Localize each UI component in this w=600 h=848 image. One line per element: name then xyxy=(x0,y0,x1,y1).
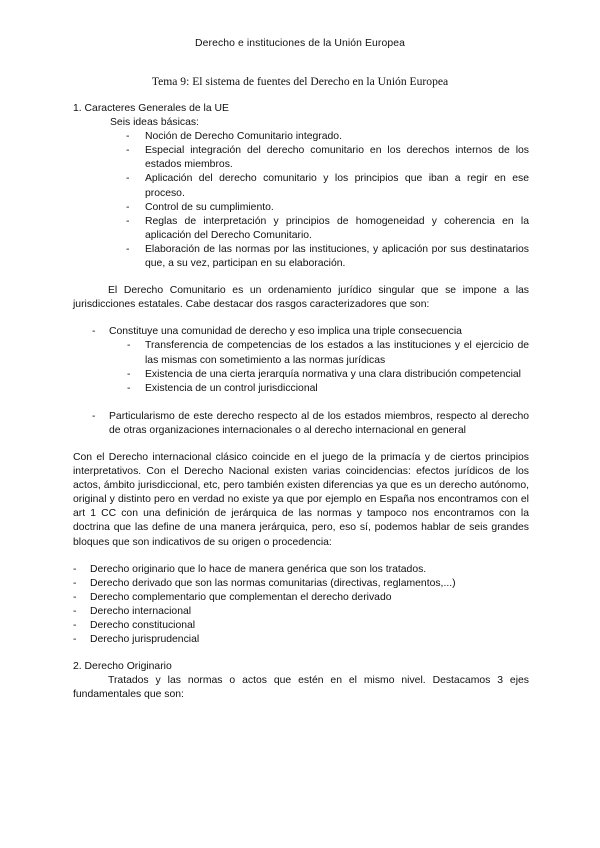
list-item: - Derecho jurisprudencial xyxy=(73,634,200,646)
list-item: - Control de su cumplimiento. xyxy=(126,201,274,213)
list-item: - Constituye una comunidad de derecho y eso implica una triple consecuencia - Transferencia de competencias de los estados a las instituciones y el ejercicio de las mismas con sometimiento a las normas jurídicas - Existencia de una cierta jerarquía normativa y una clara distribución competencial - Existencia de un control jurisdiccional xyxy=(109,325,529,395)
list-item: - Especial integración del derecho comunitario en los derechos internos de los estados miembros. xyxy=(126,145,529,171)
paragraph: El Derecho Comunitario es un ordenamiento jurídico singular que se impone a las jurisdicciones estatales. Cabe destacar dos rasgos caracterizadores que son: xyxy=(73,285,529,311)
list-item: - Derecho originario que lo hace de manera genérica que son los tratados. xyxy=(73,563,427,575)
list-item: - Existencia de un control jurisdiccional xyxy=(127,382,318,394)
section-2-heading: 2. Derecho Originario xyxy=(73,661,172,673)
ideas-list xyxy=(126,130,529,271)
list-item: - Elaboración de las normas por las instituciones, y aplicación por sus destinatarios que, a su vez, participan en su elaboración. xyxy=(126,243,529,270)
rasgos-list xyxy=(92,325,529,438)
section-1-heading: 1. Caracteres Generales de la UE xyxy=(73,103,229,114)
list-item: - Derecho complementario que complementan el derecho derivado xyxy=(73,591,392,603)
list-item: - Particularismo de este derecho respecto al de los estados miembros, respecto al derecho de otras organizaciones internacionales o al derecho internacional en general xyxy=(92,410,529,436)
list-item: - Derecho derivado que son las normas comunitarias (directivas, reglamentos,...) xyxy=(73,577,456,589)
list-item: - Existencia de una cierta jerarquía normativa y una clara distribución competencial xyxy=(127,368,521,380)
paragraph: Tratados y las normas o actos que estén en el mismo nivel. Destacamos 3 ejes fundamentales que son: xyxy=(73,675,529,701)
document-title: Tema 9: El sistema de fuentes del Derecho en la Unión Europea xyxy=(151,75,449,88)
running-header: Derecho e instituciones de la Unión Europea xyxy=(195,38,405,49)
list-item: - Transferencia de competencias de los estados a las instituciones y el ejercicio de las mismas con sometimiento a las normas jurídicas xyxy=(127,340,529,366)
bloques-list xyxy=(73,563,529,648)
list-item: - Derecho internacional xyxy=(73,605,192,617)
list-item: - Aplicación del derecho comunitario y los principios que iban a regir en ese proceso. xyxy=(126,173,529,199)
paragraph: Con el Derecho internacional clásico coincide en el juego de la primacía y de ciertos principios interpretativos. Con el Derecho Nacional existen varias coincidencias: efectos jurídicos de los actos, ámbito jurisdiccional, etc, pero también existen diferencias ya que es un derecho autónomo, original y distinto pero en verdad no existe ya que por ejemplo en España nos encontramos con el art 1 CC con una definición de jerárquica de las normas y tampoco nos encontramos con la doctrina que las define de una manera jerárquica, pero, eso sí, podemos hablar de seis grandes bloques que son indicativos de su origen o procedencia: xyxy=(73,451,529,548)
document-body xyxy=(73,102,529,702)
list-item: - Derecho constitucional xyxy=(73,620,196,631)
list-item: - Reglas de interpretación y principios de homogeneidad y coherencia en la aplicación del Derecho Comunitario. xyxy=(126,215,529,241)
consecuencias-list xyxy=(127,339,529,395)
list-item: - Noción de Derecho Comunitario integrado. xyxy=(126,131,342,143)
section-1-intro: Seis ideas básicas: xyxy=(110,117,199,129)
